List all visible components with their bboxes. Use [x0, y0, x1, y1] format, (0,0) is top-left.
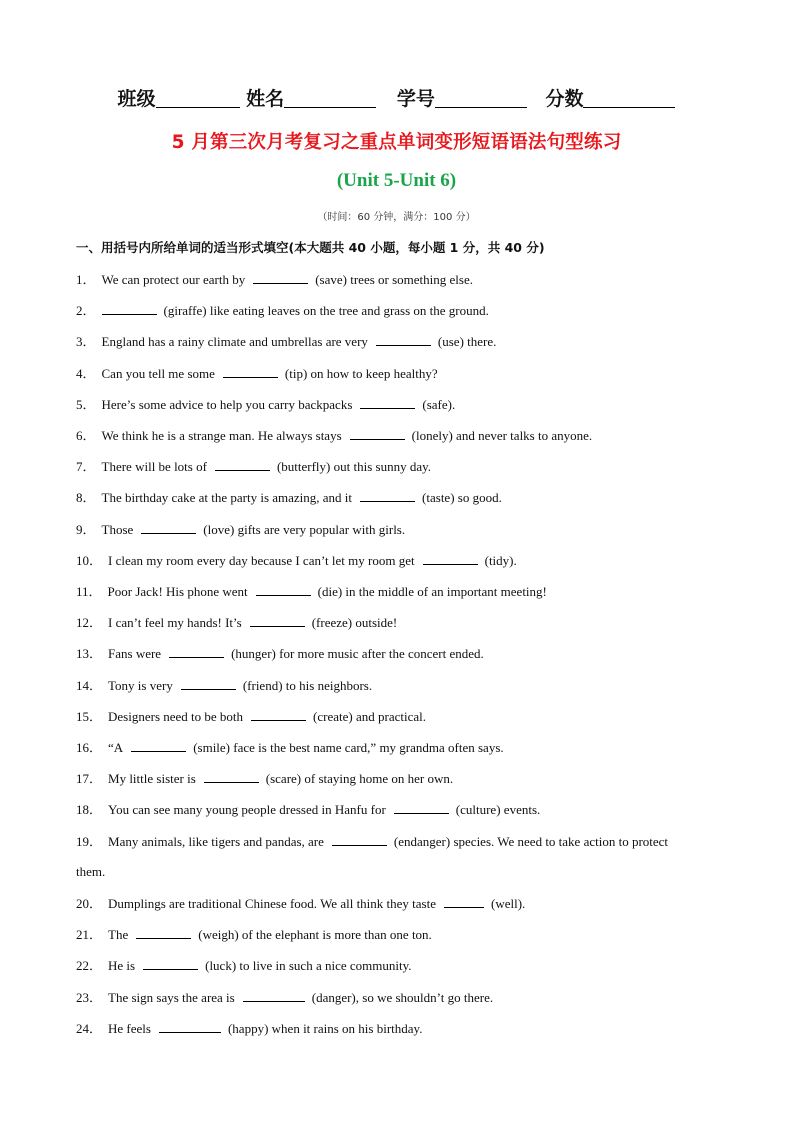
- question-text-after: outside!: [352, 615, 398, 631]
- answer-blank[interactable]: [102, 301, 157, 315]
- score-field: [545, 84, 675, 111]
- question-text-before: The birthday cake at the party is amazing, and it: [101, 490, 353, 506]
- question-number: 9．: [76, 521, 96, 537]
- word-hint: (culture): [455, 802, 501, 818]
- class-label: 班级: [117, 88, 156, 110]
- question-number: 22．: [76, 958, 103, 974]
- question-text-after: in the middle of an important meeting!: [342, 584, 547, 599]
- question-number: 11．: [76, 584, 102, 599]
- answer-blank[interactable]: [243, 988, 305, 1002]
- answer-blank[interactable]: [253, 270, 308, 284]
- question-item: [76, 1019, 422, 1038]
- question-item: [76, 832, 668, 851]
- answer-blank[interactable]: [141, 520, 196, 534]
- question-number: 21．: [76, 927, 103, 943]
- question-text-after: so good.: [454, 490, 502, 506]
- student-id-input-line[interactable]: [435, 87, 527, 108]
- word-hint: (smile): [193, 740, 231, 755]
- answer-blank[interactable]: [169, 644, 224, 658]
- question-number: 18．: [76, 802, 103, 818]
- question-number: 16．: [76, 740, 103, 755]
- question-item: [76, 457, 431, 476]
- word-hint: (save): [315, 272, 347, 287]
- question-text-before: My little sister is: [108, 771, 196, 787]
- question-text-before: Designers need to be both: [108, 708, 244, 724]
- question-number: 13．: [76, 646, 103, 662]
- question-item: [76, 894, 525, 913]
- answer-blank[interactable]: [215, 457, 270, 471]
- question-item: [76, 956, 412, 975]
- question-text-before: Many animals, like tigers and pandas, are: [108, 833, 324, 849]
- question-number: 4．: [76, 365, 96, 381]
- question-text-after: of the elephant is more than one ton.: [238, 927, 432, 943]
- word-hint: (butterfly): [276, 459, 331, 475]
- question-item: [76, 301, 489, 320]
- question-item: [76, 488, 502, 507]
- name-field: [246, 84, 390, 111]
- question-text-after: of staying home on her own.: [301, 771, 454, 787]
- section-heading: 一、用括号内所给单词的适当形式填空(本大题共 40 小题，每小题 1 分，共 40 分): [76, 240, 545, 255]
- answer-blank[interactable]: [350, 426, 405, 440]
- word-hint: (weigh): [198, 927, 239, 943]
- question-text-before: He feels: [108, 1020, 151, 1036]
- question-item: [76, 520, 405, 539]
- question-text-after: like eating leaves on the tree and grass on the ground.: [206, 303, 489, 319]
- word-hint: (die): [317, 584, 343, 599]
- word-hint: (well).: [491, 896, 526, 911]
- question-text-after: out this sunny day.: [330, 459, 431, 475]
- question-text-after: gifts are very popular with girls.: [234, 521, 406, 537]
- question-item: [76, 332, 496, 351]
- document-title: 5 月第三次月考复习之重点单词变形短语语法句型练习: [171, 132, 622, 153]
- answer-blank[interactable]: [204, 769, 259, 783]
- answer-blank[interactable]: [136, 925, 191, 939]
- answer-blank[interactable]: [131, 738, 186, 752]
- question-item: [76, 364, 438, 383]
- answer-blank[interactable]: [423, 551, 478, 565]
- class-field: [118, 84, 240, 111]
- question-text-before: There will be lots of: [101, 459, 207, 475]
- word-hint: (hunger): [231, 646, 276, 662]
- answer-blank[interactable]: [394, 800, 449, 814]
- answer-blank[interactable]: [251, 707, 306, 721]
- question-text-after: and practical.: [352, 708, 426, 724]
- question-item: [76, 395, 455, 414]
- question-item: [76, 676, 372, 695]
- question-text-before: The: [108, 927, 129, 943]
- answer-blank[interactable]: [332, 832, 387, 846]
- word-hint: (use): [437, 334, 464, 350]
- question-text-after: to his neighbors.: [282, 677, 373, 693]
- question-number: 23．: [76, 989, 103, 1005]
- word-hint: (luck): [205, 958, 237, 974]
- question-text-before: Fans were: [108, 646, 162, 662]
- question-continuation: them.: [76, 863, 106, 879]
- question-item: [76, 426, 592, 445]
- question-number: 10．: [76, 552, 103, 568]
- answer-blank[interactable]: [250, 613, 305, 627]
- word-hint: (tidy).: [484, 552, 517, 568]
- question-text-before: “A: [108, 740, 124, 755]
- question-text-before: He is: [108, 958, 136, 974]
- question-number: 20．: [76, 896, 103, 911]
- answer-blank[interactable]: [143, 956, 198, 970]
- question-text-before: The sign says the area is: [108, 989, 235, 1005]
- question-text-after: face is the best name card,” my grandma often says.: [230, 740, 504, 755]
- word-hint: (giraffe): [163, 303, 207, 319]
- student-id-label: 学号: [396, 88, 435, 110]
- question-text-after: and never talks to anyone.: [452, 428, 593, 443]
- question-text-before: We think he is a strange man. He always stays: [101, 428, 342, 443]
- question-text-before: Here’s some advice to help you carry backpacks: [101, 396, 353, 412]
- question-number: 14．: [76, 677, 103, 693]
- word-hint: (friend): [242, 677, 283, 693]
- score-label: 分数: [545, 88, 584, 110]
- student-id-field: [397, 84, 539, 111]
- question-text-before: We can protect our earth by: [101, 272, 246, 287]
- question-text-after: events.: [500, 802, 541, 818]
- word-hint: (happy): [227, 1020, 269, 1036]
- time-score-note: （时间：60 分钟，满分：100 分）: [317, 212, 476, 223]
- question-item: [76, 769, 453, 788]
- question-item: [76, 582, 547, 601]
- word-hint: (love): [203, 521, 235, 537]
- question-text-after: on how to keep healthy?: [307, 365, 438, 381]
- word-hint: (lonely): [411, 428, 453, 443]
- name-label: 姓名: [246, 88, 285, 110]
- score-input-line[interactable]: [583, 87, 675, 108]
- question-item: [76, 800, 540, 819]
- document-subtitle: (Unit 5-Unit 6): [336, 170, 457, 191]
- word-hint: (taste): [422, 490, 455, 506]
- question-item: [76, 707, 426, 726]
- question-number: 17．: [76, 771, 103, 787]
- question-text-after: when it rains on his birthday.: [268, 1020, 423, 1036]
- answer-blank[interactable]: [360, 395, 415, 409]
- question-number: 24．: [76, 1020, 103, 1036]
- answer-blank[interactable]: [360, 488, 415, 502]
- question-text-before: I clean my room every day because I can’t let my room get: [108, 552, 415, 568]
- answer-blank[interactable]: [181, 676, 236, 690]
- question-item: [76, 270, 473, 289]
- word-hint: (create): [313, 708, 353, 724]
- question-item: [76, 988, 493, 1007]
- word-hint: (danger),: [311, 989, 360, 1005]
- question-item: [76, 925, 432, 944]
- answer-blank[interactable]: [256, 582, 311, 596]
- question-number: 12．: [76, 615, 103, 631]
- question-text-after: species. We need to take action to protect: [450, 833, 669, 849]
- question-item: [76, 738, 504, 757]
- answer-blank[interactable]: [223, 364, 278, 378]
- class-input-line[interactable]: [156, 87, 240, 108]
- question-item: [76, 644, 484, 663]
- question-text-before: Poor Jack! His phone went: [107, 584, 248, 599]
- question-number: 7．: [76, 459, 96, 475]
- question-number: 19．: [76, 833, 103, 849]
- question-item: [76, 613, 397, 632]
- name-input-line[interactable]: [284, 87, 376, 108]
- question-number: 2．: [76, 303, 96, 319]
- word-hint: (freeze): [311, 615, 353, 631]
- answer-blank[interactable]: [159, 1019, 221, 1033]
- question-text-before: England has a rainy climate and umbrellas are very: [101, 334, 368, 350]
- question-text-before: Dumplings are traditional Chinese food. We all think they taste: [108, 896, 436, 911]
- question-text-after: so we shouldn’t go there.: [359, 989, 494, 1005]
- question-item: [76, 551, 517, 570]
- question-number: 15．: [76, 708, 103, 724]
- question-text-before: Can you tell me some: [101, 365, 215, 381]
- word-hint: (endanger): [393, 833, 451, 849]
- question-text-before: You can see many young people dressed in Hanfu for: [108, 802, 386, 818]
- answer-blank[interactable]: [376, 332, 431, 346]
- question-number: 6．: [76, 428, 96, 443]
- answer-blank[interactable]: [444, 894, 484, 908]
- question-number: 3．: [76, 334, 96, 350]
- question-number: 5．: [76, 396, 96, 412]
- question-text-after: there.: [463, 334, 497, 350]
- word-hint: (scare): [265, 771, 302, 787]
- question-text-before: Tony is very: [108, 677, 173, 693]
- question-number: 8．: [76, 490, 96, 506]
- word-hint: (safe).: [422, 396, 456, 412]
- word-hint: (tip): [284, 365, 308, 381]
- question-text-after: trees or something else.: [346, 272, 473, 287]
- question-text-before: Those: [101, 521, 134, 537]
- question-number: 1．: [76, 272, 96, 287]
- question-text-after: to live in such a nice community.: [236, 958, 412, 974]
- question-text-after: for more music after the concert ended.: [275, 646, 484, 662]
- student-info-header: [0, 84, 793, 111]
- question-text-before: I can’t feel my hands! It’s: [108, 615, 242, 631]
